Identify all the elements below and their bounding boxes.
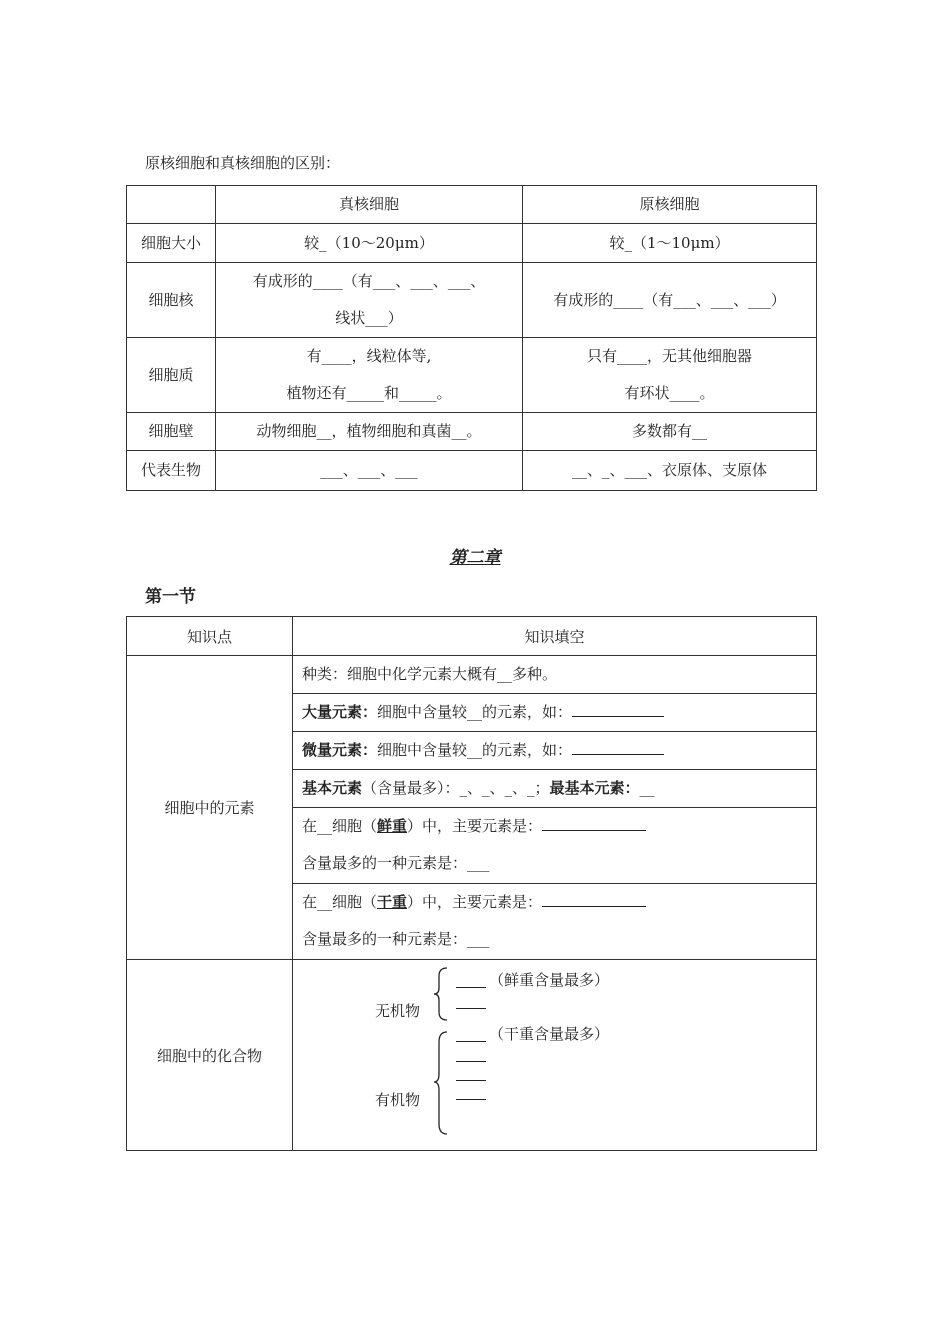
cell-text: 只有____，无其他细胞器: [586, 347, 752, 365]
table-header-row: [127, 617, 817, 656]
answer-blank: [572, 702, 664, 717]
compounds-diagram: [293, 960, 816, 1150]
pro-cell: [523, 338, 817, 413]
mostbasic-label: 最基本元素：: [549, 779, 640, 797]
eu-cell: [216, 451, 523, 491]
cell-text: 有环状____。: [624, 384, 715, 402]
answer-blank: [542, 816, 646, 831]
fresh-line: [302, 808, 816, 845]
dry-post: ）中，主要元素是：: [407, 893, 543, 911]
micro-line: [293, 732, 816, 770]
elements-label: 细胞中的元素: [127, 656, 293, 960]
macro-line: [293, 694, 816, 732]
answer-blank: [456, 1099, 486, 1100]
cell-text: 线状___）: [335, 309, 403, 327]
fresh-post: ）中，主要元素是：: [407, 817, 543, 835]
table-row: [127, 413, 817, 451]
cell-text: __、_、___、衣原体、支原体: [571, 461, 767, 479]
dry-line: [302, 884, 816, 921]
cell-text: 多数都有__: [631, 422, 707, 440]
macro-label: 大量元素：: [302, 703, 378, 721]
eu-cell: [216, 338, 523, 413]
answer-blank: [456, 1008, 486, 1009]
basic-text: （含量最多）：_、_、_、_；: [362, 779, 550, 797]
row-label: 细胞大小: [127, 224, 216, 263]
header-blank: [127, 186, 216, 224]
answer-blank: [456, 987, 486, 988]
compounds-label: 细胞中的化合物: [127, 960, 293, 1151]
fresh-block: [293, 808, 816, 884]
answer-blank: [456, 1080, 486, 1081]
eu-cell: [216, 413, 523, 451]
compounds-content: [293, 960, 817, 1151]
inorganic-brace-icon: [433, 966, 453, 1022]
inorganic-label: 无机物: [375, 1002, 421, 1020]
table-row: [127, 263, 817, 338]
micro-text: 细胞中含量较__的元素，如：: [377, 741, 573, 759]
cell-text: 有____，线粒体等,: [306, 347, 432, 365]
mostbasic-text: __: [639, 779, 655, 797]
section-title: 第一节: [145, 587, 196, 607]
organic-brace-icon: [433, 1030, 453, 1136]
cell-text: 动物细胞__，植物细胞和真菌__。: [256, 422, 482, 440]
row-label: 细胞壁: [127, 413, 216, 451]
chapter-title: 第二章: [449, 548, 501, 568]
macro-text: 细胞中含量较__的元素，如：: [377, 703, 573, 721]
cell-text: 有成形的____（有___、___、___、: [252, 272, 486, 290]
row-label: 细胞质: [127, 338, 216, 413]
cell-text: 有成形的____（有___、___、___）: [553, 290, 786, 309]
elements-content: [293, 656, 817, 960]
eu-cell: [216, 224, 523, 263]
table-row: [127, 451, 817, 491]
compounds-row: [127, 960, 817, 1151]
pro-cell: [523, 413, 817, 451]
pro-cell: [523, 451, 817, 491]
row-label: 细胞核: [127, 263, 216, 338]
header-knowledge-point: 知识点: [127, 617, 293, 656]
basic-line: [293, 770, 816, 808]
fresh-key: 鲜重: [377, 817, 408, 835]
header-fill-in: 知识填空: [293, 617, 817, 656]
cell-text: 较_（10～20μm）: [304, 233, 434, 252]
dry-block: [293, 884, 816, 959]
header-prokaryote: 原核细胞: [523, 186, 817, 224]
micro-label: 微量元素：: [302, 741, 378, 759]
inorganic-note: （鲜重含量最多）: [489, 971, 610, 989]
dry-key: 干重: [377, 893, 408, 911]
knowledge-table: [126, 616, 817, 1151]
intro-text: 原核细胞和真核细胞的区别：: [145, 154, 341, 172]
cell-comparison-table: [126, 185, 817, 491]
cell-text: ___、___、___: [320, 461, 418, 479]
answer-blank: [542, 892, 646, 907]
dry-most: 含量最多的一种元素是：___: [302, 930, 490, 948]
header-eukaryote: 真核细胞: [216, 186, 523, 224]
fresh-most: 含量最多的一种元素是：___: [302, 854, 490, 872]
table-header-row: [127, 186, 817, 224]
table-row: [127, 338, 817, 413]
organic-note: （干重含量最多）: [489, 1025, 610, 1043]
organic-label: 有机物: [375, 1091, 421, 1109]
cell-text: 较_（1～10μm）: [609, 233, 730, 252]
answer-blank: [456, 1061, 486, 1062]
fresh-pre: 在__细胞（: [302, 817, 378, 835]
kinds-line: 种类：细胞中化学元素大概有__多种。: [293, 656, 816, 694]
dry-pre: 在__细胞（: [302, 893, 378, 911]
answer-blank: [456, 1041, 486, 1042]
table-row: [127, 224, 817, 263]
cell-text: 植物还有_____和_____。: [286, 384, 452, 402]
eu-cell: [216, 263, 523, 338]
row-label: 代表生物: [127, 451, 216, 491]
pro-cell: [523, 263, 817, 338]
answer-blank: [572, 740, 664, 755]
basic-label: 基本元素: [302, 779, 363, 797]
pro-cell: [523, 224, 817, 263]
elements-row: [127, 656, 817, 960]
